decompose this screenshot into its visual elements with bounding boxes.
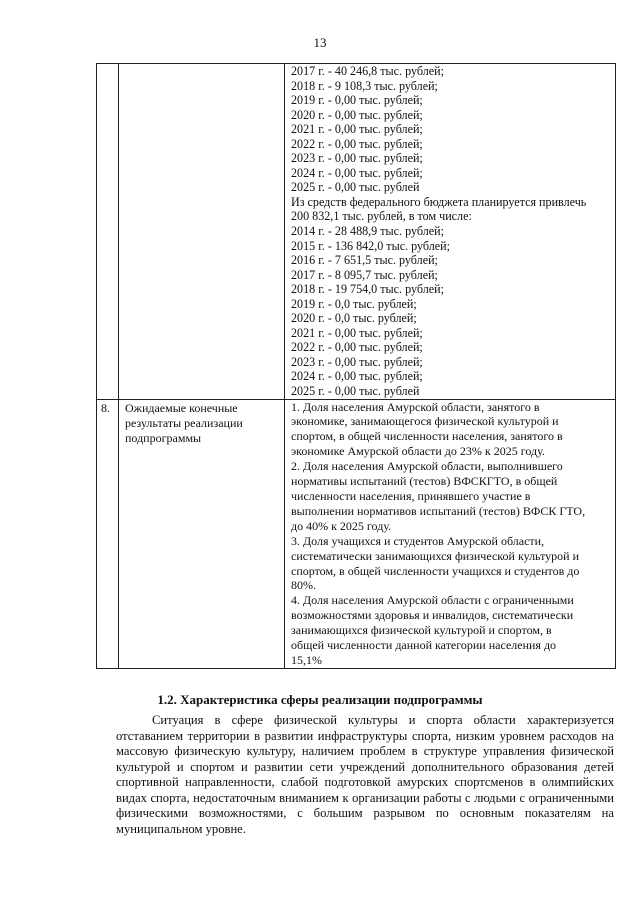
row-number-cell-empty [97, 64, 119, 400]
expected-results-cell [285, 399, 616, 668]
funding-line: 2021 г. - 0,00 тыс. рублей; [291, 325, 423, 340]
paragraph-line: видах спорта, недостаточным вниманием к организации работы с людьми с ограниченными [116, 790, 614, 805]
funding-line: 2022 г. - 0,00 тыс. рублей; [291, 136, 423, 151]
result-line: до 40% к 2025 году. [291, 518, 392, 533]
funding-line: 2025 г. - 0,00 тыс. рублей [291, 180, 420, 195]
result-line: 4. Доля населения Амурской области с ограниченными [291, 593, 574, 608]
row-label-cell-empty [119, 64, 285, 400]
result-line: численности населения, принявшего участие в [291, 489, 531, 504]
funding-line: 2023 г. - 0,00 тыс. рублей; [291, 151, 423, 166]
funding-line: 2018 г. - 19 754,0 тыс. рублей; [291, 282, 444, 297]
funding-line: Из средств федерального бюджета планируется привлечь [291, 194, 587, 209]
result-line: спортом, в общей численности учащихся и студентов до [291, 563, 580, 578]
paragraph-line: отставанием территории в развитии инфраструктуры спорта, низким уровнем расходов на [116, 728, 614, 743]
row-label-line: Ожидаемые конечные [125, 400, 238, 415]
funding-line: 2014 г. - 28 488,9 тыс. рублей; [291, 224, 444, 239]
funding-line: 2024 г. - 0,00 тыс. рублей; [291, 369, 423, 384]
paragraph-line: спортивной направленности, слабой подготовкой амурских спортсменов в олимпийских [116, 775, 614, 789]
funding-line: 2015 г. - 136 842,0 тыс. рублей; [291, 238, 450, 253]
page-number: 13 [313, 35, 327, 50]
row-number-cell: 8. [97, 399, 119, 668]
funding-line: 2016 г. - 7 651,5 тыс. рублей; [291, 253, 438, 268]
funding-line: 2019 г. - 0,00 тыс. рублей; [291, 93, 423, 108]
row-label-line: результаты реализации [125, 415, 243, 430]
result-line: 1. Доля населения Амурской области, занятого в [291, 399, 540, 414]
funding-cell [285, 64, 616, 400]
result-line: выполнении нормативов испытаний (тестов) ВФСК ГТО, [291, 503, 586, 518]
paragraph-line: физическими возможностями, с большим разрывом по основным показателям на [116, 806, 614, 820]
section-paragraph [116, 713, 614, 837]
funding-line: 2019 г. - 0,0 тыс. рублей; [291, 296, 417, 311]
result-line: нормативы испытаний (тестов) ВФСКГТО, в общей [291, 474, 558, 489]
result-line: 2. Доля населения Амурской области, выполнившего [291, 459, 563, 474]
section-heading: 1.2. Характеристика сферы реализации подпрограммы [157, 692, 483, 707]
funding-line: 2020 г. - 0,0 тыс. рублей; [291, 311, 417, 326]
funding-line: 2017 г. - 40 246,8 тыс. рублей; [291, 64, 444, 78]
expected-results-lines [285, 400, 615, 668]
funding-line: 2020 г. - 0,00 тыс. рублей; [291, 107, 423, 122]
result-line: общей численности данной категории населения до [291, 638, 557, 653]
funding-line: 2023 г. - 0,00 тыс. рублей; [291, 354, 423, 369]
result-line: занимающихся физической культурой и спортом, в [291, 623, 552, 638]
subprogram-passport-table [96, 63, 616, 669]
funding-line: 2022 г. - 0,00 тыс. рублей; [291, 340, 423, 355]
result-line: возможностями здоровья и инвалидов, систематически [291, 608, 574, 623]
table-row-funding-continuation [97, 64, 616, 400]
paragraph-line: культурой и спортом и развитии сети учреждений дополнительного образования детей [116, 759, 614, 774]
row-label-line: подпрограммы [125, 430, 202, 445]
funding-line: 2025 г. - 0,00 тыс. рублей [291, 384, 420, 399]
result-line: экономике Амурской области до 23% к 2025 году. [291, 444, 545, 459]
funding-line: 200 832,1 тыс. рублей, в том числе: [291, 209, 472, 224]
paragraph-line: муниципальном уровне. [116, 821, 246, 836]
paragraph-line: массовую физическую культуру, наличием проблем в структуре управления физической [116, 744, 614, 758]
table-row-expected-results [97, 399, 616, 668]
result-line: спортом, в общей численности населения, занятого в [291, 429, 563, 444]
funding-line: 2021 г. - 0,00 тыс. рублей; [291, 122, 423, 137]
funding-lines [285, 64, 615, 399]
result-line: экономике, занимающегося физической культурой и [291, 414, 559, 429]
result-line: 15,1% [291, 652, 322, 667]
result-line: 80%. [291, 578, 316, 593]
result-line: систематически занимающихся физической культурой и [291, 548, 580, 563]
funding-line: 2024 г. - 0,00 тыс. рублей; [291, 165, 423, 180]
row-label-cell [119, 399, 285, 668]
paragraph-line: Ситуация в сфере физической культуры и спорта области характеризуется [152, 713, 614, 727]
funding-line: 2017 г. - 8 095,7 тыс. рублей; [291, 267, 438, 282]
result-line: 3. Доля учащихся и студентов Амурской области, [291, 533, 545, 548]
funding-line: 2018 г. - 9 108,3 тыс. рублей; [291, 78, 438, 93]
